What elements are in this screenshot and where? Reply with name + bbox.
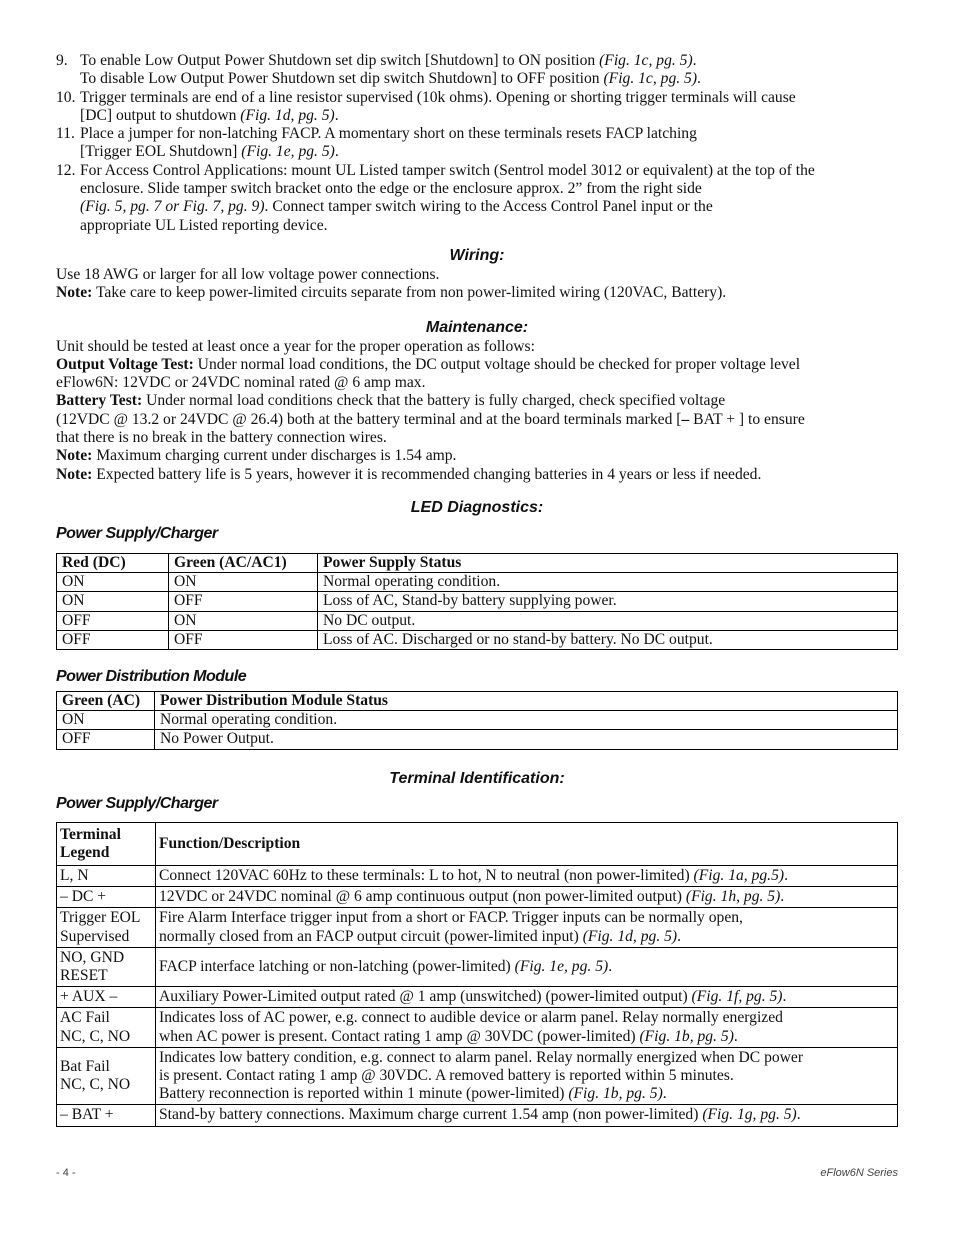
text-run: Stand-by battery connections. Maximum charge current 1.54 amp (non power-limited) — [159, 1106, 703, 1124]
table-cell: OFF — [57, 730, 155, 749]
figure-reference: (Fig. 1c, pg. 5) — [599, 52, 693, 69]
table-row — [57, 1047, 898, 1105]
item-number: 11. — [56, 125, 75, 143]
text-run: FACP interface latching or non-latching (power-limited) — [159, 957, 515, 975]
text-run: Battery reconnection is reported within 1 minute (power-limited) — [159, 1085, 569, 1103]
text-line — [159, 1085, 894, 1103]
text-run: . — [662, 1085, 667, 1103]
terminal-identification-section — [56, 769, 898, 1127]
table-row — [57, 573, 898, 592]
item-text — [80, 162, 898, 235]
text-line — [159, 1028, 894, 1046]
text-run: . — [608, 957, 613, 975]
table-row — [57, 630, 898, 649]
text-line — [159, 867, 894, 885]
item-number: 12. — [56, 161, 76, 179]
text-run: Fire Alarm Interface trigger input from a short or FACP. Trigger inputs can be normally open, — [159, 909, 743, 927]
text-line — [159, 928, 894, 946]
battery-test-line3: that there is no break in the battery connection wires. — [56, 429, 387, 447]
terminal-description-cell — [156, 908, 898, 947]
text-line — [80, 70, 898, 88]
maintenance-intro: Unit should be tested at least once a year for the proper operation as follows: — [56, 337, 535, 355]
table-cell: ON — [57, 573, 169, 592]
text-line — [80, 125, 898, 143]
column-header-legend: Terminal Legend — [57, 822, 156, 865]
text-run: Auxiliary Power-Limited output rated @ 1 amp (unswitched) (power-limited output) — [159, 988, 692, 1006]
legend-line: Bat Fail — [60, 1057, 110, 1075]
text-run: appropriate UL Listed reporting device. — [80, 216, 328, 234]
text-line — [80, 52, 898, 70]
column-header: Green (AC) — [57, 691, 155, 710]
text-run: . — [796, 1106, 801, 1124]
text-run: . — [733, 1027, 738, 1045]
table-row — [57, 730, 898, 749]
column-header-function: Function/Description — [156, 822, 898, 865]
column-header: Red (DC) — [57, 553, 169, 572]
terminal-legend-cell — [57, 987, 156, 1008]
legend-line: NO, GND — [60, 948, 125, 966]
table-cell: Loss of AC, Stand-by battery supplying power. — [318, 592, 898, 611]
terminal-legend-cell — [57, 947, 156, 986]
legend-line: AC Fail — [60, 1009, 110, 1027]
text-line — [159, 909, 894, 927]
table-cell: Loss of AC. Discharged or no stand-by battery. No DC output. — [318, 630, 898, 649]
legend-line: – BAT + — [60, 1106, 114, 1124]
text-run: . — [692, 52, 697, 69]
text-run: . Connect tamper switch wiring to the Access Control Panel input or the — [264, 198, 713, 216]
terminal-legend-cell — [57, 908, 156, 947]
text-run: . — [334, 106, 339, 124]
text-line — [80, 198, 898, 216]
series-name: eFlow6N Series — [820, 1167, 898, 1179]
legend-line: NC, C, NO — [60, 1076, 131, 1094]
terminal-description-cell — [156, 866, 898, 887]
maintenance-heading: Maintenance: — [425, 318, 529, 336]
text-run: 12VDC or 24VDC nominal @ 6 amp continuous output (non power-limited output) — [159, 888, 686, 906]
text-run: [Trigger EOL Shutdown] — [80, 143, 242, 161]
legend-line: Trigger EOL — [60, 909, 141, 927]
terminal-legend-cell — [57, 1047, 156, 1105]
text-run: Connect 120VAC 60Hz to these terminals: L to hot, N to neutral (non power-limited) — [159, 867, 694, 884]
legend-line: L, N — [60, 867, 89, 884]
figure-reference: (Fig. 1d, pg. 5) — [582, 927, 678, 945]
led-diagnostics-heading: LED Diagnostics: — [410, 498, 544, 516]
terminal-description-cell — [156, 887, 898, 908]
pdm-led-subheading: Power Distribution Module — [56, 667, 247, 685]
legend-line: + AUX – — [60, 988, 118, 1006]
document-page — [56, 52, 898, 1127]
text-run: To disable Low Output Power Shutdown set dip switch Shutdown] to OFF position — [80, 70, 604, 88]
table-cell: OFF — [169, 592, 318, 611]
text-run: To enable Low Output Power Shutdown set dip switch [Shutdown] to ON position — [80, 52, 600, 69]
terminal-legend-cell — [57, 887, 156, 908]
table-cell: No Power Output. — [155, 730, 898, 749]
table-row — [57, 592, 898, 611]
psc-led-subheading: Power Supply/Charger — [56, 524, 218, 542]
text-line — [80, 107, 898, 125]
figure-reference: (Fig. 5, pg. 7 or Fig. 7, pg. 9) — [80, 198, 265, 216]
text-line — [159, 988, 894, 1006]
wiring-heading: Wiring: — [449, 247, 505, 264]
item-number: 10. — [56, 88, 76, 106]
terminal-legend-cell — [57, 866, 156, 887]
table-cell: OFF — [57, 611, 169, 630]
table-row — [57, 947, 898, 986]
figure-reference: (Fig. 1e, pg. 5) — [241, 143, 335, 161]
legend-line: RESET — [60, 967, 108, 985]
instruction-item — [56, 52, 898, 89]
table-cell: ON — [57, 592, 169, 611]
figure-reference: (Fig. 1h, pg. 5) — [685, 888, 781, 906]
text-run: . — [782, 988, 787, 1006]
figure-reference: (Fig. 1b, pg. 5) — [568, 1085, 663, 1103]
column-header: Power Supply Status — [318, 553, 898, 572]
page-number: - 4 - — [56, 1167, 76, 1179]
legend-line: – DC + — [60, 888, 107, 906]
text-run: when AC power is present. Contact rating 1 amp @ 30VDC (power-limited) — [159, 1027, 640, 1045]
terminal-description-cell — [156, 1047, 898, 1105]
text-run: . — [334, 143, 339, 161]
text-line — [159, 1049, 894, 1067]
figure-reference: (Fig. 1c, pg. 5) — [603, 70, 698, 88]
text-line — [80, 217, 898, 235]
item-text — [80, 89, 898, 126]
text-line — [80, 162, 898, 180]
table-row — [57, 1105, 898, 1126]
figure-reference: (Fig. 1e, pg. 5) — [514, 957, 609, 975]
terminal-description-cell — [156, 1008, 898, 1047]
text-run: Trigger terminals are end of a line resistor supervised (10k ohms). Opening or shorting trigger terminals will cause — [80, 88, 796, 106]
terminal-description-cell — [156, 987, 898, 1008]
table-cell: ON — [169, 573, 318, 592]
text-line — [159, 1009, 894, 1027]
table-cell: OFF — [57, 630, 169, 649]
output-voltage-test: Output Voltage Test: Under normal load conditions, the DC output voltage should be checked for proper voltage level — [56, 355, 801, 373]
text-run: . — [677, 927, 682, 945]
table-cell: No DC output. — [318, 611, 898, 630]
table-row — [57, 908, 898, 947]
table-row — [57, 887, 898, 908]
terminal-identification-heading: Terminal Identification: — [389, 769, 565, 787]
maintenance-section — [56, 318, 898, 484]
table-row — [57, 987, 898, 1008]
text-run: is present. Contact rating 1 amp @ 30VDC. A removed battery is reported within 5 minutes. — [159, 1067, 734, 1085]
note-label: Note: — [56, 284, 93, 302]
text-run: . — [780, 888, 785, 906]
text-run: . — [784, 867, 788, 884]
text-run: enclosure. Slide tamper switch bracket onto the edge or the enclosure approx. 2” from the right side — [80, 180, 702, 198]
led-diagnostics-section — [56, 498, 898, 750]
text-run: . — [697, 70, 701, 88]
text-line — [159, 958, 894, 976]
psc-led-table — [56, 553, 898, 650]
text-run: Indicates low battery condition, e.g. connect to alarm panel. Relay normally energized when DC power — [159, 1048, 804, 1066]
table-cell: ON — [169, 611, 318, 630]
instruction-list — [56, 52, 898, 242]
legend-line: Supervised — [60, 927, 130, 945]
maintenance-note-battery-life: Note: Expected battery life is 5 years, however it is recommended changing batteries in 4 years or less if needed. — [56, 465, 762, 483]
wiring-section — [56, 246, 898, 303]
figure-reference: (Fig. 1f, pg. 5) — [691, 988, 783, 1006]
column-header: Green (AC/AC1) — [169, 553, 318, 572]
table-header-row — [57, 553, 898, 572]
table-header-row — [57, 691, 898, 710]
table-cell: Normal operating condition. — [155, 711, 898, 730]
pdm-led-table — [56, 691, 898, 750]
figure-reference: (Fig. 1d, pg. 5) — [240, 106, 335, 124]
page-footer — [56, 1167, 898, 1179]
table-row — [57, 1008, 898, 1047]
legend-line: NC, C, NO — [60, 1027, 131, 1045]
instruction-item — [56, 89, 898, 126]
wiring-note: Note: Take care to keep power-limited circuits separate from non power-limited wiring (120VAC, Battery). — [56, 284, 727, 302]
text-run: [DC] output to shutdown — [80, 106, 241, 124]
figure-reference: (Fig. 1g, pg. 5) — [702, 1106, 797, 1124]
table-row — [57, 866, 898, 887]
instruction-item — [56, 125, 898, 162]
battery-test-line2: (12VDC @ 13.2 or 24VDC @ 26.4) both at the battery terminal and at the board terminals marked [– BAT + ] to ensure — [56, 410, 805, 428]
text-line — [80, 180, 898, 198]
terminal-table — [56, 822, 898, 1127]
text-line — [80, 89, 898, 107]
maintenance-note-charging: Note: Maximum charging current under discharges is 1.54 amp. — [56, 447, 457, 465]
text-run: For Access Control Applications: mount UL Listed tamper switch (Sentrol model 3012 or equivalent) at the top of the — [80, 161, 815, 179]
item-text — [80, 125, 898, 162]
text-line — [80, 143, 898, 161]
battery-test: Battery Test: Under normal load conditions check that the battery is fully charged, check specified voltage — [56, 392, 726, 410]
figure-reference: (Fig. 1b, pg. 5) — [639, 1027, 734, 1045]
column-header: Power Distribution Module Status — [155, 691, 898, 710]
figure-reference: (Fig. 1a, pg.5) — [693, 867, 785, 884]
table-row — [57, 611, 898, 630]
text-line — [159, 1106, 894, 1124]
terminal-description-cell — [156, 1105, 898, 1126]
output-voltage-test-line2: eFlow6N: 12VDC or 24VDC nominal rated @ 6 amp max. — [56, 374, 426, 392]
table-cell: Normal operating condition. — [318, 573, 898, 592]
table-row — [57, 711, 898, 730]
text-line — [159, 1067, 894, 1085]
item-text — [80, 52, 898, 89]
wiring-text: Use 18 AWG or larger for all low voltage power connections. — [56, 266, 440, 283]
text-run: Place a jumper for non-latching FACP. A momentary short on these terminals resets FACP latching — [80, 125, 697, 143]
text-run: normally closed from an FACP output circuit (power-limited input) — [159, 927, 583, 945]
terminal-description-cell — [156, 947, 898, 986]
terminal-subheading: Power Supply/Charger — [56, 794, 218, 812]
terminal-legend-cell — [57, 1105, 156, 1126]
terminal-legend-cell — [57, 1008, 156, 1047]
table-cell: OFF — [169, 630, 318, 649]
instruction-item — [56, 162, 898, 235]
text-line — [159, 888, 894, 906]
item-number: 9. — [56, 52, 68, 69]
table-header-row — [57, 822, 898, 865]
text-run: Indicates loss of AC power, e.g. connect to audible device or alarm panel. Relay normally energized — [159, 1009, 783, 1027]
table-cell: ON — [57, 711, 155, 730]
